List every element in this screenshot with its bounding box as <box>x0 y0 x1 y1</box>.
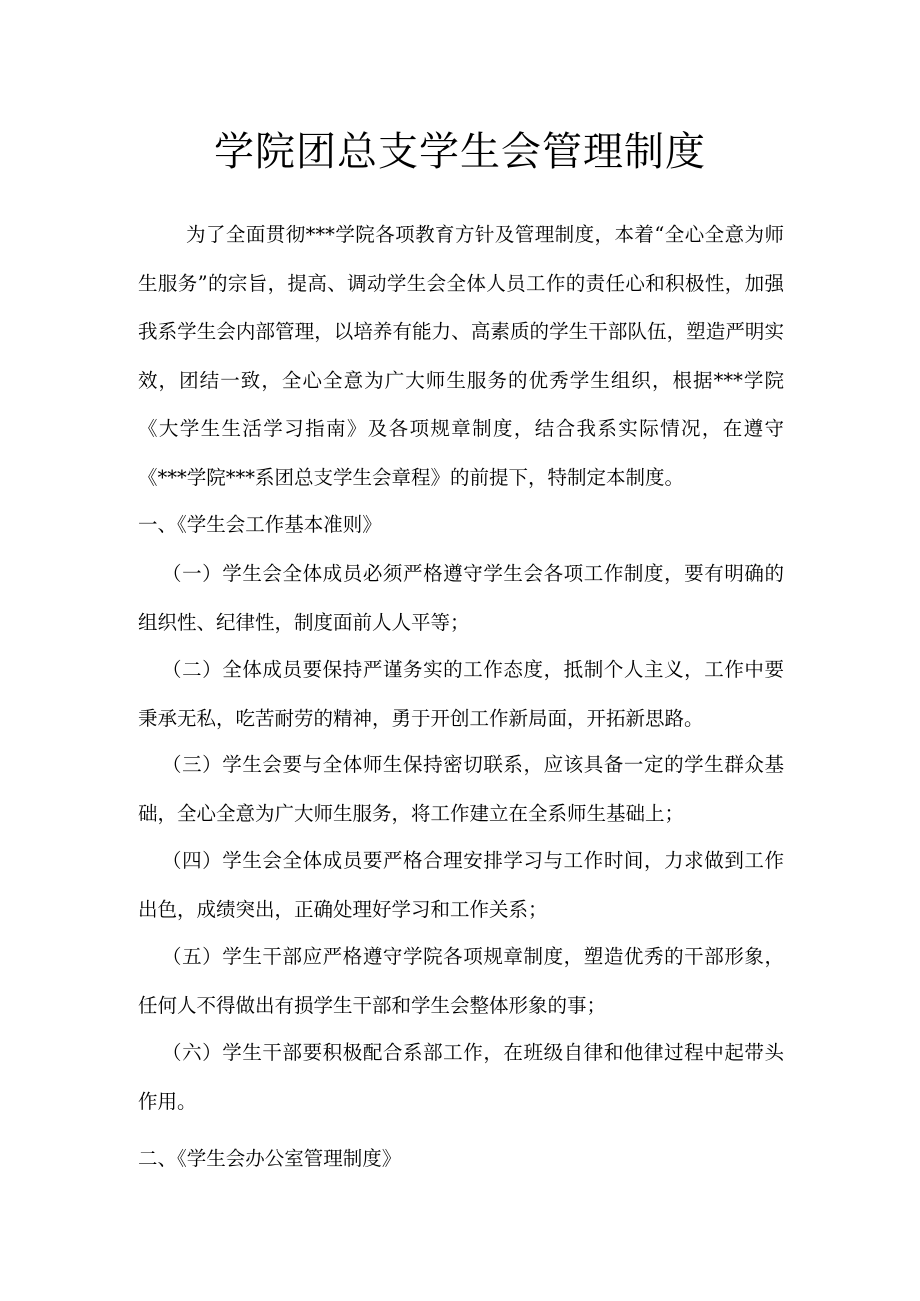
rule-item-2: （二）全体成员要保持严谨务实的工作态度，抵制个人主义，工作中要秉承无私，吃苦耐劳的精神，勇于开创工作新局面，开拓新思路。 <box>138 658 784 730</box>
rule-item-3: （三）学生会要与全体师生保持密切联系，应该具备一定的学生群众基础，全心全意为广大师生服务，将工作建立在全系师生基础上； <box>138 753 784 825</box>
document-title: 学院团总支学生会管理制度 <box>214 129 706 175</box>
rule-item-6: （六）学生干部要积极配合系部工作，在班级自律和他律过程中起带头作用。 <box>138 1041 784 1113</box>
section-heading-1: 一、《学生会工作基本准则》 <box>138 513 382 536</box>
section-heading-2: 二、《学生会办公室管理制度》 <box>138 1147 402 1170</box>
rule-item-4: （四）学生会全体成员要严格合理安排学习与工作时间，力求做到工作出色，成绩突出，正确处理好学习和工作关系； <box>138 849 784 921</box>
intro-paragraph: 为了全面贯彻***学院各项教育方针及管理制度，本着“全心全意为师生服务”的宗旨，提高、调动学生会全体人员工作的责任心和积极性，加强我系学生会内部管理，以培养有能力、高素质的学生干部队伍，塑造严明实效，团结一致，全心全意为广大师生服务的优秀学生组织，根据***学院《大学生生活学习指南》及各项规章制度，结合我系实际情况，在遵守《***学院***系团总支学生会章程》的前提下，特制定本制度。 <box>138 223 784 489</box>
rule-item-1: （一）学生会全体成员必须严格遵守学生会各项工作制度，要有明确的组织性、纪律性，制度面前人人平等； <box>138 562 784 634</box>
rule-item-5: （五）学生干部应严格遵守学院各项规章制度，塑造优秀的干部形象，任何人不得做出有损学生干部和学生会整体形象的事； <box>138 945 784 1017</box>
